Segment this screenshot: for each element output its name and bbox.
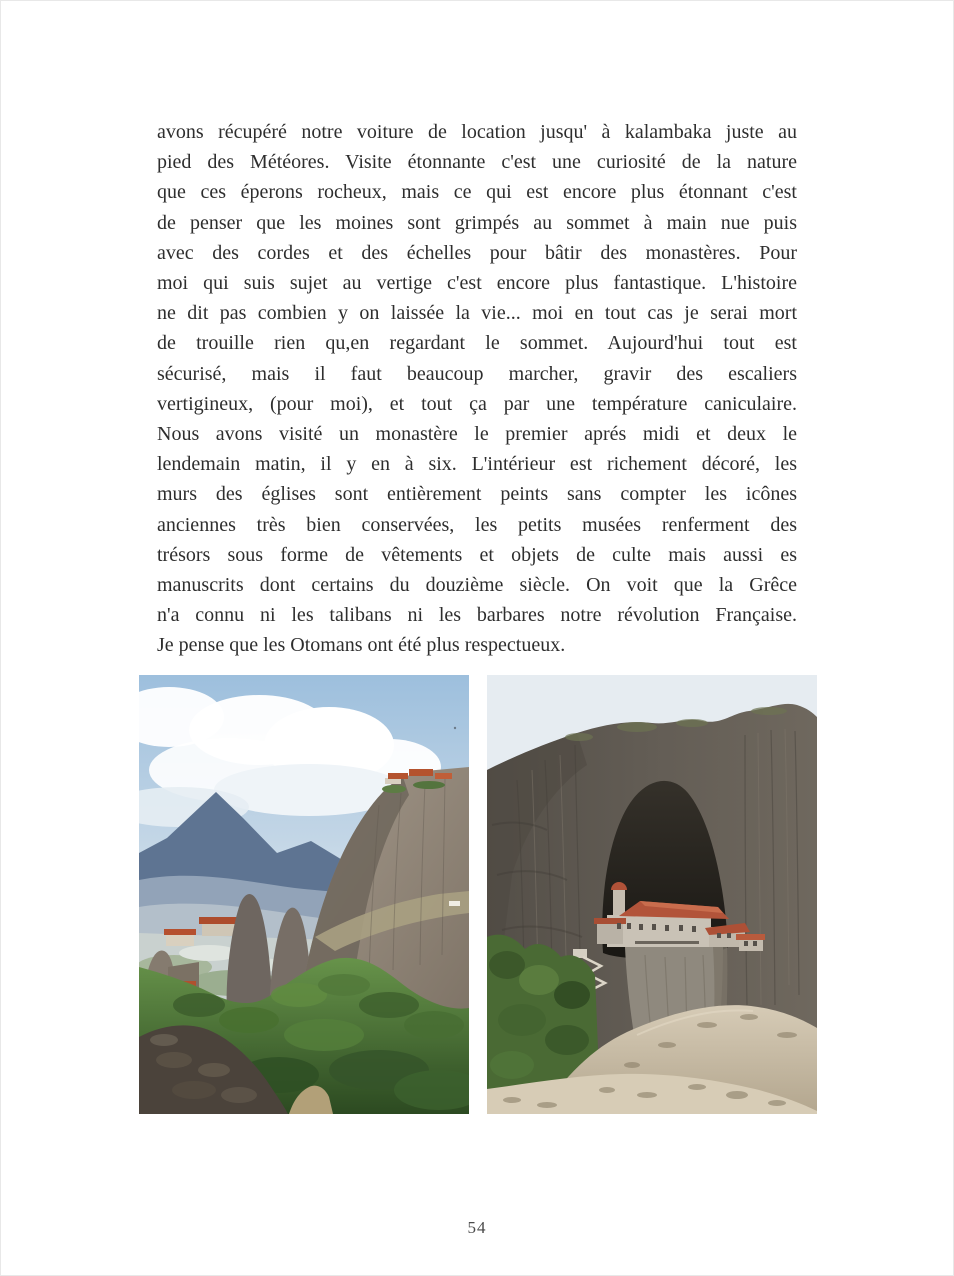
paragraph-line: pied des Météores. Visite étonnante c'est une curiosité de la nature [157,151,797,174]
paragraph-line: moi qui suis sujet au vertige c'est encore plus fantastique. L'histoire [157,272,797,295]
paragraph-line: ne dit pas combien y on laissée la vie... moi en tout cas je serai mort [157,302,797,325]
paragraph-line: avec des cordes et des échelles pour bâtir des monastères. Pour [157,241,797,264]
paragraph-line: Nous avons visité un monastère le premier aprés midi et deux le [157,423,797,446]
paragraph-line: manuscrits dont certains du douzième siècle. On voit que la Grêce [157,574,797,597]
paragraph-line: lendemain matin, il y en à six. L'intérieur est richement décoré, les [157,453,797,476]
paragraph-line: que ces éperons rocheux, mais ce qui est encore plus étonnant c'est [157,181,797,204]
meteora-cliff-cave-monastery-photo [487,675,817,1114]
paragraph-line: sécurisé, mais il faut beaucoup marcher, gravir des escaliers [157,362,797,385]
paragraph-line: de penser que les moines sont grimpés au sommet à main nue puis [157,211,797,234]
paragraph-line: n'a connu ni les talibans ni les barbares notre révolution Française. [157,604,797,627]
paragraph-line: de trouille rien qu,en regardant le sommet. Aujourd'hui tout est [157,332,797,355]
paragraph-line: avons récupéré notre voiture de location jusqu' à kalambaka juste au [157,121,797,143]
page-number: 54 [467,1218,487,1237]
paragraph-line: vertigineux, (pour moi), et tout ça par une température caniculaire. [157,392,797,415]
paragraph-line: anciennes très bien conservées, les petits musées renferment des [157,513,797,536]
paragraph-line: murs des églises sont entièrement peints sans compter les icônes [157,483,797,506]
paragraph-line: trésors sous forme de vêtements et objets de culte mais aussi es [157,543,797,566]
body-paragraph [157,117,797,661]
left-photo-graphic [139,675,469,1114]
right-photo-graphic [487,675,817,1114]
meteora-valley-and-monasteries-photo [139,675,469,1114]
paragraph-line: Je pense que les Otomans ont été plus respectueux. [157,634,566,657]
